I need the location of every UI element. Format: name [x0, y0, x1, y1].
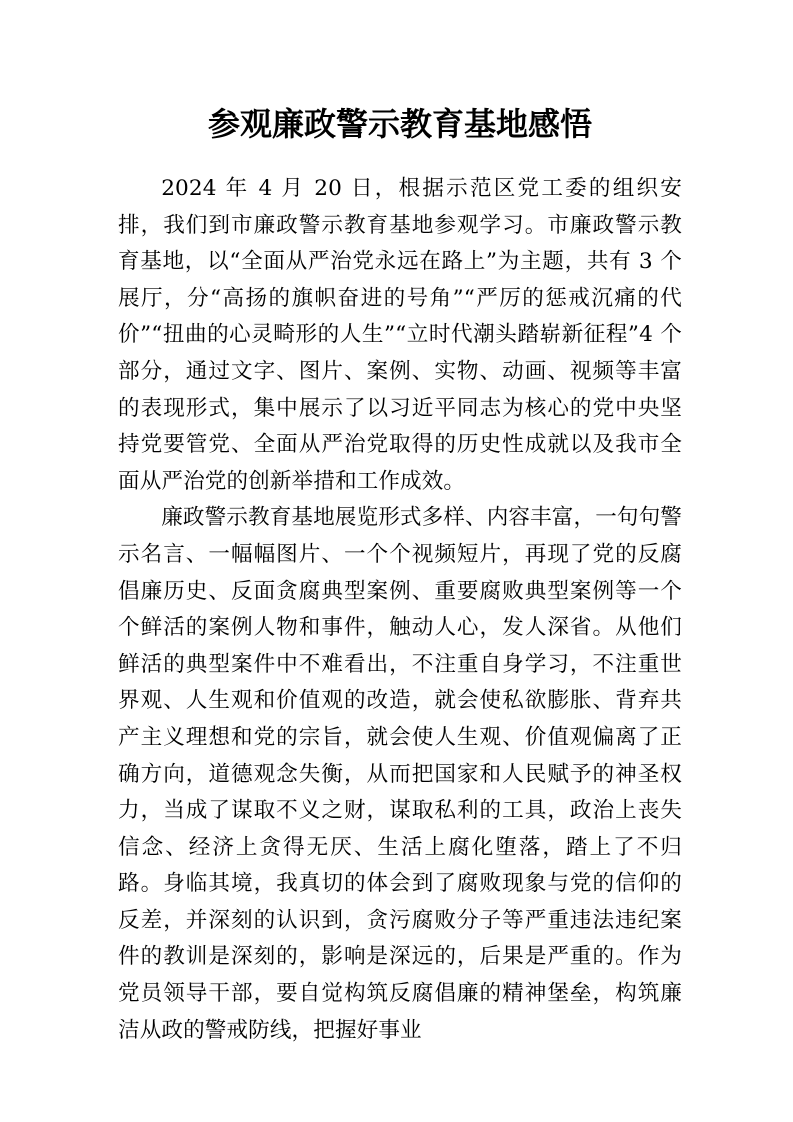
document-title: 参观廉政警示教育基地感悟: [207, 105, 592, 143]
document-body: [118, 171, 682, 1049]
paragraph-intro-visit: 2024 年 4 月 20 日，根据示范区党工委的组织安排，我们到市廉政警示教育基地参观学习。市廉政警示教育基地，以“全面从严治党永远在路上”为主题，共有 3 个展厅，分“高扬的旗帜奋进的号角”“严厉的惩戒沉痛的代价”“扭曲的心灵畸形的人生”“立时代潮头踏崭新征程”4 个部分，通过文字、图片、案例、实物、动画、视频等丰富的表现形式，集中展示了以习近平同志为核心的党中央坚持党要管党、全面从严治党取得的历史性成就以及我市全面从严治党的创新举措和工作成效。: [118, 176, 682, 494]
paragraph-reflection: 廉政警示教育基地展览形式多样、内容丰富，一句句警示名言、一幅幅图片、一个个视频短片，再现了党的反腐倡廉历史、反面贪腐典型案例、重要腐败典型案例等一个个鲜活的案例人物和事件，触动人心，发人深省。从他们鲜活的典型案件中不难看出，不注重自身学习，不注重世界观、人生观和价值观的改造，就会使私欲膨胀、背弃共产主义理想和党的宗旨，就会使人生观、价值观偏离了正确方向，道德观念失衡，从而把国家和人民赋予的神圣权力，当成了谋取不义之财，谋取私利的工具，政治上丧失信念、经济上贪得无厌、生活上腐化堕落，踏上了不归路。身临其境，我真切的体会到了腐败现象与党的信仰的反差，并深刻的认识到，贪污腐败分子等严重违法违纪案件的教训是深刻的，影响是深远的，后果是严重的。作为党员领导干部，要自觉构筑反腐倡廉的精神堡垒，构筑廉洁从政的警戒防线，把握好事业: [118, 505, 682, 1043]
